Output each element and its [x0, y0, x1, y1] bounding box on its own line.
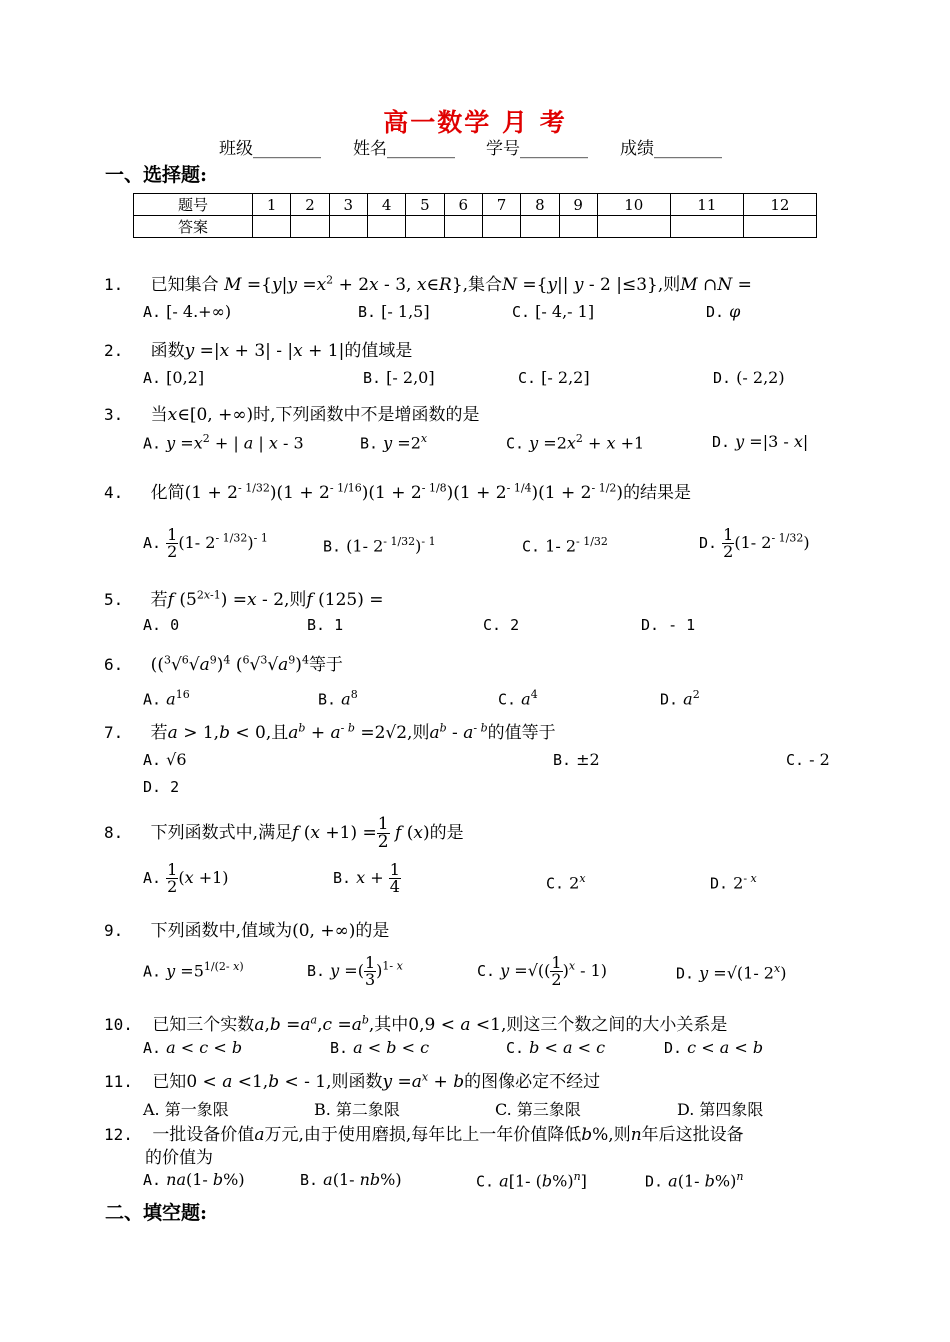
question-number: 2.	[104, 341, 124, 360]
answer-table-cell: 6	[444, 194, 482, 216]
option-a[interactable]: A. $\frac{1}{2}$ (1- $2^{- 1/32})^{- 1}$	[143, 525, 268, 561]
question-number: 10.	[104, 1015, 133, 1034]
class-field: 班级________	[219, 139, 321, 159]
question-text: 的值等于	[487, 723, 556, 743]
question-text: ,其中	[368, 1015, 409, 1035]
question-text: 的是	[355, 921, 390, 941]
answer-input[interactable]	[367, 216, 405, 238]
option-c[interactable]: C. 第三象限	[495, 1100, 581, 1119]
option-c[interactable]: C. 2$^x$	[546, 872, 586, 893]
question-text: 下列函数式中,满足	[150, 823, 293, 843]
question-number: 8.	[104, 823, 124, 842]
answer-input[interactable]	[482, 216, 520, 238]
question-text: 的结果是	[623, 483, 692, 503]
option-c[interactable]: C. 2	[483, 616, 520, 634]
answer-table-answer-row	[134, 216, 817, 238]
option-d[interactable]: D. - 1	[641, 616, 696, 634]
question-text: 已知三个实数	[152, 1015, 255, 1035]
answer-input[interactable]	[597, 216, 670, 238]
answer-table-cell: 10	[597, 194, 670, 216]
answer-input[interactable]	[444, 216, 482, 238]
answer-table-cell: 8	[521, 194, 559, 216]
question-12: 12. 一批设备价值a万元,由于使用磨损,每年比上一年价值降低b%,则n年后这批设备	[104, 1125, 744, 1145]
option-b[interactable]: B. a(1- nb%)	[300, 1170, 402, 1189]
option-a[interactable]: A. $y =x^2$ + | a | x - 3	[143, 432, 304, 453]
answer-input[interactable]	[406, 216, 444, 238]
question-number: 1.	[104, 275, 124, 294]
answer-table-cell: 12	[743, 194, 816, 216]
option-a[interactable]: A. $a^{16}$	[143, 688, 190, 709]
section-multiple-choice: 一、选择题:	[105, 164, 208, 186]
option-a[interactable]: A. 第一象限	[143, 1100, 229, 1119]
option-b[interactable]: B. 第二象限	[314, 1100, 400, 1119]
answer-input[interactable]	[670, 216, 743, 238]
question-text: ,则这三个数之间的大小关系是	[501, 1015, 728, 1035]
question-1: 1. 已知集合 $M =\{y|y =x^2 + 2x - 3$, x∈R},集合N ={y|| y - 2 |≤3},则M ∩N =	[104, 273, 752, 295]
question-11: 11. 已知0 < a <1,b < - 1,则函数$y =a^x + b$的图像必定不经过	[104, 1070, 601, 1092]
question-text: 下列函数中,值域为	[150, 921, 293, 941]
question-text: 若	[150, 723, 168, 743]
answer-input[interactable]	[253, 216, 291, 238]
option-d[interactable]: D. 第四象限	[677, 1100, 764, 1119]
section-fill-in-blank: 二、填空题:	[105, 1202, 208, 1224]
option-c[interactable]: C. y =√(( $\frac{1}{2}$ )$^x$ - 1)	[477, 953, 608, 989]
option-c[interactable]: C. a[1- $(b\%)^n$]	[476, 1170, 587, 1191]
answer-table-row-label: 题号	[134, 194, 253, 216]
option-a[interactable]: A. a < c < b	[143, 1038, 243, 1057]
question-number: 11.	[104, 1072, 133, 1091]
answer-input[interactable]	[743, 216, 816, 238]
option-a[interactable]: A. 0	[143, 616, 180, 634]
option-b[interactable]: B. $a^8$	[318, 688, 358, 709]
answer-table-cell: 4	[367, 194, 405, 216]
answer-input[interactable]	[329, 216, 367, 238]
question-text: 已知集合	[150, 275, 219, 295]
option-d[interactable]: D. y =√(1- 2$^x$)	[676, 962, 787, 983]
option-c[interactable]: C. [- 2,2]	[518, 368, 590, 387]
question-text: ,则	[657, 275, 681, 295]
question-text: 已知	[152, 1072, 187, 1092]
answer-input[interactable]	[559, 216, 597, 238]
option-a[interactable]: A. $y =5^{1/(2- x)}$	[143, 960, 244, 981]
question-2: 2. 函数y =|x + 3| - |x + 1|的值域是	[104, 341, 413, 361]
option-c[interactable]: C. 1- $2^{- 1/32}$	[522, 535, 608, 556]
question-text: 的图像必定不经过	[464, 1072, 601, 1092]
option-d[interactable]: D. (- 2,2)	[713, 368, 785, 387]
option-b[interactable]: B. 1	[307, 616, 344, 634]
option-c[interactable]: C. b < a < c	[506, 1038, 606, 1057]
option-d[interactable]: D. y =|3 - x|	[712, 432, 809, 451]
option-b[interactable]: B. [- 1,5]	[358, 302, 430, 321]
student-id-field: 学号________	[486, 139, 588, 159]
option-b[interactable]: B. x + $\frac{1}{4}$	[333, 860, 400, 896]
question-6: 6. ($(^3√^6√a^9)^4$ $(^6√^3√a^9)^4$等于	[104, 653, 343, 675]
answer-table-cell: 11	[670, 194, 743, 216]
question-7: 7. 若a > 1,b < 0,且$a^b + a^{- b} =2√2$,则$a^b - a^{- b}$的值等于	[104, 721, 556, 743]
question-text: 化简	[150, 483, 185, 503]
option-b[interactable]: B. y =( $\frac{1}{3}$ )$^{1- x}$	[307, 953, 403, 989]
option-c[interactable]: C. [- 4,- 1]	[512, 302, 595, 321]
question-text: 函数	[150, 341, 185, 361]
answer-table-number-row	[134, 194, 817, 216]
answer-table-cell: 1	[253, 194, 291, 216]
question-number: 6.	[104, 655, 124, 674]
option-d[interactable]: D. $a^2$	[660, 688, 700, 709]
question-9: 9. 下列函数中,值域为(0, +∞)的是	[104, 921, 390, 941]
answer-table-cell: 9	[559, 194, 597, 216]
name-field: 姓名________	[353, 139, 455, 159]
answer-table-row-label: 答案	[134, 216, 253, 238]
option-d[interactable]: D. 2	[143, 778, 180, 796]
question-number: 12.	[104, 1125, 133, 1144]
question-8: 8. 下列函数式中,满足f (x +1) = $\frac{1}{2}$ f (x)的是	[104, 814, 464, 852]
option-b[interactable]: B. $y =2^x$	[360, 432, 428, 453]
answer-input[interactable]	[521, 216, 559, 238]
answer-table-cell: 3	[329, 194, 367, 216]
question-text: ,且	[265, 723, 289, 743]
question-text: ,则	[407, 723, 430, 743]
option-c[interactable]: C. $a^4$	[498, 688, 538, 709]
option-d[interactable]: D. φ	[706, 302, 741, 321]
question-text: ,集合	[462, 275, 503, 295]
option-c[interactable]: C. $y =2x^2 + x +1$	[506, 432, 645, 453]
question-number: 4.	[104, 483, 124, 502]
answer-table-cell: 7	[482, 194, 520, 216]
question-text: 一批设备价值	[152, 1125, 255, 1145]
question-text: ,则函数	[326, 1072, 383, 1092]
question-number: 7.	[104, 723, 124, 742]
answer-table	[133, 193, 817, 238]
question-text: 的值域是	[344, 341, 413, 361]
option-d[interactable]: D. a(1- b%)$^n$	[645, 1170, 744, 1191]
option-b[interactable]: B. [- 2,0]	[363, 368, 435, 387]
option-a[interactable]: A. $\frac{1}{2}$ (x +1)	[143, 860, 229, 896]
question-text: 年后这批设备	[641, 1125, 744, 1145]
option-b[interactable]: B. ±2	[553, 750, 600, 769]
option-d[interactable]: D. $2^{- x}$	[710, 872, 757, 893]
question-10: 10. 已知三个实数$a,b =a^a,c =a^b$,其中0,9 < a <1,则这三个数之间的大小关系是	[104, 1013, 728, 1035]
answer-input[interactable]	[291, 216, 329, 238]
option-d[interactable]: D. $\frac{1}{2}$ (1- $2^{- 1/32}$)	[699, 525, 810, 561]
score-field: 成绩________	[620, 139, 722, 159]
page-title: 高一数学 月 考	[383, 108, 567, 137]
question-text: 等于	[308, 655, 343, 675]
option-a[interactable]: A. √6	[143, 750, 187, 769]
option-d[interactable]: D. c < a < b	[664, 1038, 764, 1057]
question-12-continued: 的价值为	[145, 1148, 213, 1168]
option-c[interactable]: C. - 2	[786, 750, 830, 769]
question-number: 9.	[104, 921, 124, 940]
option-a[interactable]: A. [0,2]	[143, 368, 205, 387]
option-a[interactable]: A. na(1- b%)	[143, 1170, 245, 1189]
question-text: 当	[150, 405, 168, 425]
question-text: (	[150, 655, 158, 675]
answer-table-cell: 5	[406, 194, 444, 216]
question-4: 4. 化简$(1 + 2^{- 1/32})(1 + 2^{- 1/16})(1 + 2^{- 1/8})(1 + 2^{- 1/4})(1 + 2^{- 1/2})$的结果是	[104, 481, 692, 503]
question-number: 3.	[104, 405, 124, 424]
option-b[interactable]: B. (1- $2^{- 1/32})^{- 1}$	[323, 535, 436, 556]
question-number: 5.	[104, 590, 124, 609]
question-text: %,则	[592, 1125, 631, 1145]
question-5: 5. 若f $(5^{2x-1}) =x - 2$,则f (125) =	[104, 588, 384, 610]
question-text: 若	[150, 590, 168, 610]
answer-table-cell: 2	[291, 194, 329, 216]
question-text: 时,下列函数中不是增函数的是	[253, 405, 480, 425]
option-b[interactable]: B. a < b < c	[330, 1038, 430, 1057]
question-text: 的是	[429, 823, 464, 843]
question-text: 万元,由于使用磨损,每年比上一年价值降低	[264, 1125, 582, 1145]
question-3: 3. 当x∈[0, +∞)时,下列函数中不是增函数的是	[104, 405, 480, 425]
question-text: ,则	[284, 590, 307, 610]
option-a[interactable]: A. [- 4.+∞)	[143, 302, 232, 321]
